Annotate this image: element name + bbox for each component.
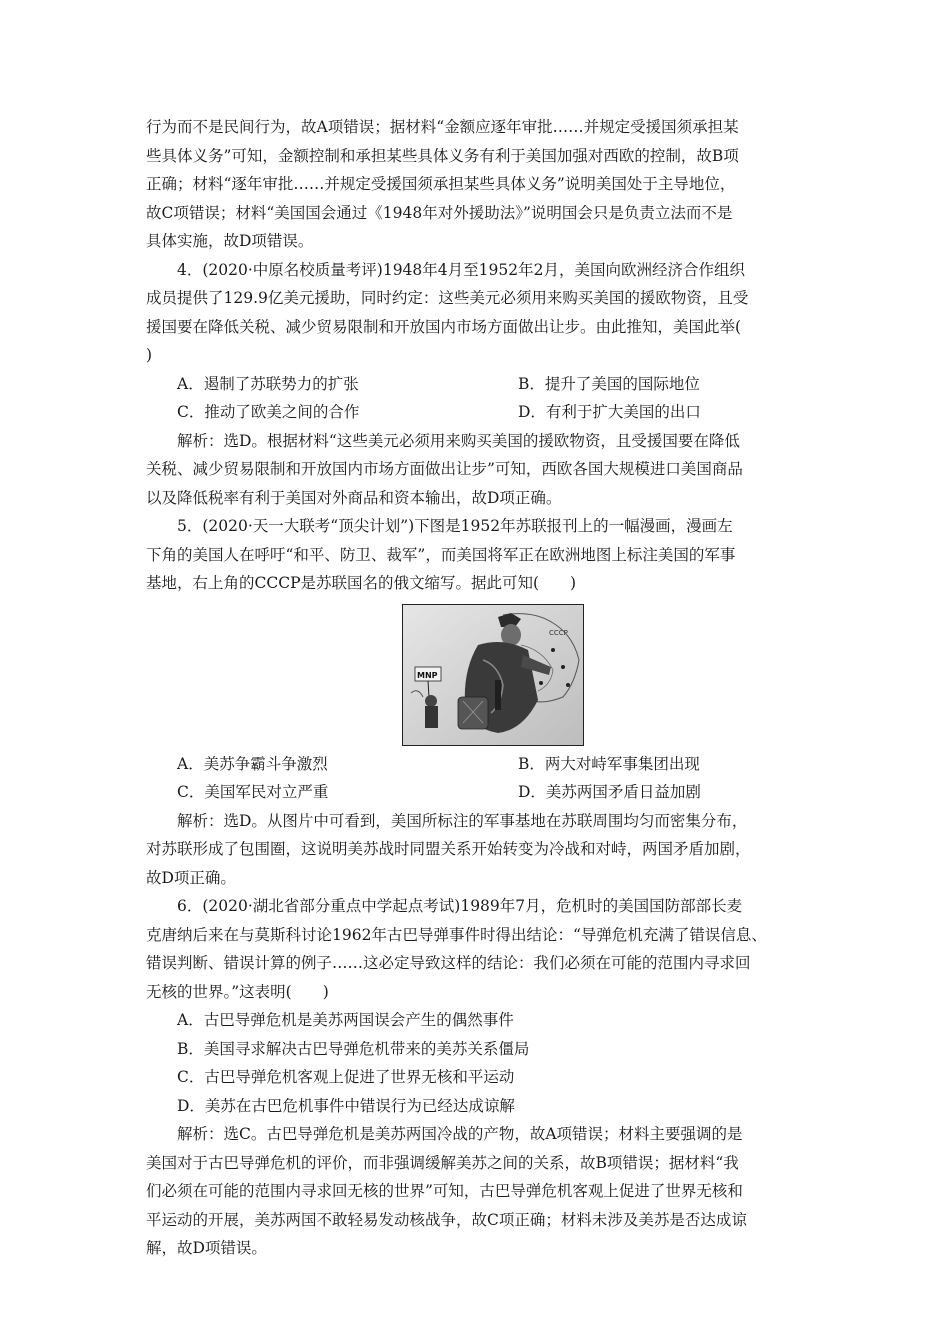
question-4	[146, 256, 806, 513]
option-d: D．美苏在古巴危机事件中错误行为已经达成谅解	[177, 1096, 515, 1115]
intro-paragraph	[146, 113, 806, 256]
analysis-line: 对苏联形成了包围圈，这说明美苏战时同盟关系开始转变为冷战和对峙，两国矛盾加剧，	[146, 840, 751, 858]
figure-container	[146, 598, 806, 750]
text-line: 正确；材料“逐年审批……并规定受援国须承担某些具体义务”说明美国处于主导地位，	[146, 175, 736, 193]
question-stem-line: 成员提供了129.9亿美元援助，同时约定：这些美元必须用来购买美国的援欧物资，且受	[146, 289, 749, 307]
option-row	[146, 750, 806, 779]
analysis-line: 美国对于古巴导弹危机的评价，而非强调缓解美苏之间的关系，故B项错误；据材料“我	[146, 1153, 739, 1172]
analysis-line: 解析：选D。从图片中可看到，美国所标注的军事基地在苏联周围均匀而密集分布，	[177, 811, 748, 830]
analysis-line: 关税、减少贸易限制和开放国内市场方面做出让步”可知，西欧各国大规模进口美国商品	[146, 460, 743, 478]
option-d: D．美苏两国矛盾日益加剧	[518, 783, 701, 801]
question-6	[146, 892, 806, 1263]
option-c: C．美国军民对立严重	[177, 783, 329, 801]
question-5	[146, 512, 806, 892]
analysis-line: 解析：选C。古巴导弹危机是美苏两国冷战的产物，故A项错误；材料主要强调的是	[177, 1125, 743, 1143]
option-c: C．古巴导弹危机客观上促进了世界无核和平运动	[177, 1068, 515, 1086]
text-line: 具体实施，故D项错误。	[146, 232, 314, 250]
question-stem-line: )	[146, 346, 153, 364]
question-stem-line: 下角的美国人在呼吁“和平、防卫、裁军”，而美国将军正在欧洲地图上标注美国的军事	[146, 545, 736, 564]
question-stem-line: 援国要在降低关税、减少贸易限制和开放国内市场方面做出让步。由此推知，美国此举(	[146, 317, 742, 336]
question-stem-line: 错误判断、错误计算的例子……这必定导致这样的结论：我们必须在可能的范围内寻求回	[146, 954, 751, 972]
question-stem-line: 无核的世界。”这表明( )	[146, 982, 329, 1001]
option-c: C．推动了欧美之间的合作	[177, 403, 360, 421]
text-line: 行为而不是民间行为，故A项错误；据材料“金额应逐年审批……并规定受援国须承担某	[146, 118, 739, 136]
option-a: A．美苏争霸斗争激烈	[177, 754, 328, 773]
analysis-line: 平运动的开展，美苏两国不敢轻易发动核战争，故C项正确；材料未涉及美苏是否达成谅	[146, 1210, 747, 1229]
option-row	[146, 778, 806, 807]
option-b: B．两大对峙军事集团出现	[518, 754, 700, 773]
option-row	[146, 398, 806, 427]
cartoon-illustration	[403, 605, 583, 745]
question-stem-line: 基地，右上角的CCCP是苏联国名的俄文缩写。据此可知( )	[146, 574, 577, 592]
option-a: A．遏制了苏联势力的扩张	[177, 374, 359, 393]
question-stem-line: 5．(2020·天一大联考“顶尖计划”)下图是1952年苏联报刊上的一幅漫画，漫画左	[177, 517, 733, 535]
option-d: D．有利于扩大美国的出口	[518, 403, 701, 421]
analysis-line: 以及降低税率有利于美国对外商品和资本输出，故D项正确。	[146, 488, 562, 507]
analysis-line: 解析：选D。根据材料“这些美元必须用来购买美国的援欧物资，且受援国要在降低	[177, 431, 740, 450]
question-stem-line: 克唐纳后来在与莫斯科讨论1962年古巴导弹事件时得出结论：“导弹危机充满了错误信息、	[146, 925, 767, 944]
map-label: CCCP	[549, 628, 568, 637]
option-row	[146, 370, 806, 399]
option-b: B．提升了美国的国际地位	[518, 374, 700, 393]
document-page	[146, 113, 806, 1263]
sign-text: MNP	[417, 670, 438, 680]
cartoon-image	[402, 604, 584, 746]
text-line: 故C项错误；材料“美国国会通过《1948年对外援助法》”说明国会只是负责立法而不是	[146, 203, 733, 222]
option-b: B．美国寻求解决古巴导弹危机带来的美苏关系僵局	[177, 1039, 530, 1058]
analysis-line: 故D项正确。	[146, 868, 236, 887]
analysis-line: 们必须在可能的范围内寻求回无核的世界”可知，古巴导弹危机客观上促进了世界无核和	[146, 1182, 743, 1200]
question-stem-line: 4．(2020·中原名校质量考评)1948年4月至1952年2月，美国向欧洲经济合作组织	[177, 260, 745, 279]
text-line: 些具体义务”可知，金额控制和承担某些具体义务有利于美国加强对西欧的控制，故B项	[146, 146, 739, 165]
option-a: A．古巴导弹危机是美苏两国误会产生的偶然事件	[177, 1011, 514, 1029]
analysis-line: 解，故D项错误。	[146, 1239, 267, 1257]
question-stem-line: 6．(2020·湖北省部分重点中学起点考试)1989年7月，危机时的美国国防部部长麦	[177, 897, 743, 915]
